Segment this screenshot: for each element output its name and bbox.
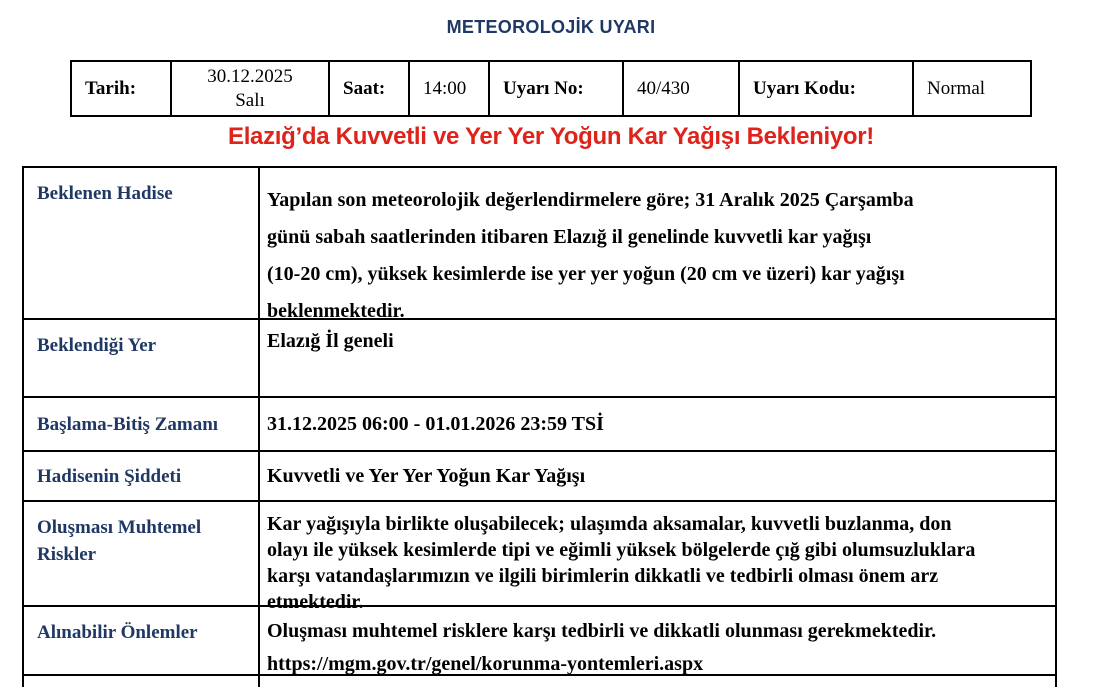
table-row-muhtemel-riskler xyxy=(24,502,1055,613)
content-line: karşı vatandaşlarımızın ve ilgili birimlerin dikkatli ve tedbirli olması önem arz xyxy=(267,565,939,587)
tarih-date: 30.12.2025 xyxy=(207,65,293,87)
table-row-partial xyxy=(24,676,1055,687)
row-content-beklenen-hadise xyxy=(260,168,1055,330)
row-content-hadisenin-siddeti xyxy=(260,452,1055,500)
content-line: (10-20 cm), yüksek kesimlerde ise yer yer yoğun (20 cm ve üzeri) kar yağışı xyxy=(267,263,905,285)
content-line: Oluşması muhtemel risklere karşı tedbirli ve dikkatli olunması gerekmektedir. xyxy=(267,620,937,642)
row-content-muhtemel-riskler xyxy=(260,502,1055,615)
row-label-beklendigi-yer: Beklendiği Yer xyxy=(24,320,260,396)
row-content-beklendigi-yer xyxy=(260,320,1055,396)
table-row-beklenen-hadise xyxy=(24,168,1055,320)
content-line: 31.12.2025 06:00 - 01.01.2026 23:59 TSİ xyxy=(267,412,604,435)
table-row-alinabilir-onlemler xyxy=(24,607,1055,676)
row-label-muhtemel-riskler: Oluşması Muhtemel Riskler xyxy=(24,502,260,615)
row-label-beklenen-hadise: Beklenen Hadise xyxy=(24,168,260,330)
table-row-hadisenin-siddeti xyxy=(24,452,1055,502)
tarih-day: Salı xyxy=(235,89,265,111)
tarih-label: Tarih: xyxy=(72,62,172,115)
content-line: Yapılan son meteorolojik değerlendirmelere göre; 31 Aralık 2025 Çarşamba xyxy=(267,189,914,211)
bulletin-header-table xyxy=(70,60,1032,117)
prevention-url[interactable]: https://mgm.gov.tr/genel/korunma-yontemleri.aspx xyxy=(267,653,704,675)
uyari-kodu-value: Normal xyxy=(927,77,986,99)
content-line: Elazığ İl geneli xyxy=(267,330,394,352)
row-label-baslama-bitis: Başlama-Bitiş Zamanı xyxy=(24,398,260,450)
row-content-empty xyxy=(260,676,1055,687)
tarih-value xyxy=(172,62,330,115)
content-line: olayı ile yüksek kesimlerde tipi ve eğimli yüksek bölgelerde çığ gibi olumsuzluklara xyxy=(267,539,976,561)
row-content-alinabilir-onlemler xyxy=(260,607,1055,681)
table-row-baslama-bitis xyxy=(24,398,1055,452)
saat-value: 14:00 xyxy=(410,62,490,115)
content-line: günü sabah saatlerinden itibaren Elazığ il genelinde kuvvetli kar yağışı xyxy=(267,226,872,248)
content-line: Kuvvetli ve Yer Yer Yoğun Kar Yağışı xyxy=(267,464,586,487)
table-row-beklendigi-yer xyxy=(24,320,1055,398)
row-label-alinabilir-onlemler: Alınabilir Önlemler xyxy=(24,607,260,681)
uyari-no-value: 40/430 xyxy=(624,62,740,115)
row-label-hadisenin-siddeti: Hadisenin Şiddeti xyxy=(24,452,260,500)
row-content-baslama-bitis xyxy=(260,398,1055,450)
saat-label: Saat: xyxy=(330,62,410,115)
uyari-kodu-label: Uyarı Kodu: xyxy=(740,62,914,115)
content-line: etmektedir. xyxy=(267,591,364,613)
page-title: METEOROLOJİK UYARI xyxy=(446,17,656,37)
uyari-no-label: Uyarı No: xyxy=(490,62,624,115)
row-label-empty xyxy=(24,676,260,687)
warning-details-table xyxy=(22,166,1057,687)
warning-headline: Elazığ’da Kuvvetli ve Yer Yer Yoğun Kar Yağışı Bekleniyor! xyxy=(227,123,874,150)
content-line: Kar yağışıyla birlikte oluşabilecek; ulaşımda aksamalar, kuvvetli buzlanma, don xyxy=(267,513,952,535)
content-line: beklenmektedir. xyxy=(267,300,405,322)
